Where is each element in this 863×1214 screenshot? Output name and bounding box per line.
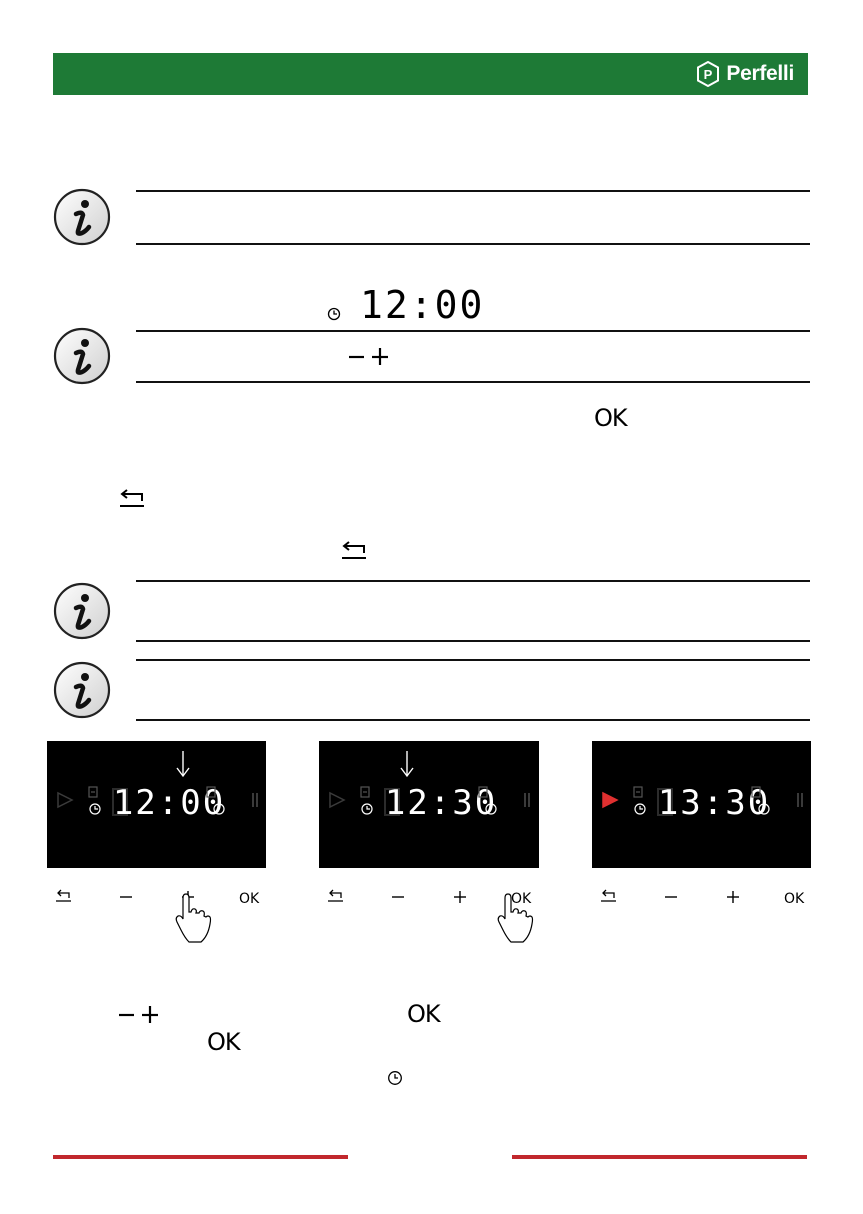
start-time-icon bbox=[361, 787, 369, 797]
play-icon bbox=[330, 793, 344, 807]
pause-icon bbox=[525, 793, 529, 807]
pause-icon bbox=[253, 793, 257, 807]
ok-icon: OK bbox=[407, 1000, 440, 1028]
svg-text:P: P bbox=[704, 67, 713, 82]
plus-button[interactable] bbox=[454, 891, 466, 903]
arrow-down-icon bbox=[177, 751, 189, 776]
play-icon bbox=[58, 793, 72, 807]
ok-button[interactable]: OK bbox=[239, 891, 260, 907]
clock-icon bbox=[327, 307, 341, 321]
display-panel-content bbox=[592, 741, 811, 868]
perfelli-logo-icon bbox=[696, 61, 720, 87]
display-time: 13:30 bbox=[657, 783, 771, 823]
info-rule-top bbox=[136, 330, 810, 332]
clock-example-digits: 12:00 bbox=[360, 283, 485, 327]
timer-icon bbox=[635, 804, 645, 814]
plus-button[interactable] bbox=[727, 891, 739, 903]
header-bar bbox=[53, 53, 808, 95]
timer-icon bbox=[362, 804, 372, 814]
footer-line-right bbox=[512, 1155, 807, 1159]
play-icon bbox=[603, 793, 617, 807]
brand-name: Perfelli bbox=[726, 62, 794, 85]
arrow-down-icon bbox=[401, 751, 413, 776]
info-icon bbox=[52, 187, 112, 247]
display-panel-content bbox=[47, 741, 266, 868]
back-button[interactable] bbox=[328, 890, 343, 901]
panel-button-row bbox=[592, 880, 811, 950]
info-rule-top bbox=[136, 659, 810, 661]
start-time-icon bbox=[634, 787, 642, 797]
info-icon bbox=[52, 660, 112, 720]
ok-button[interactable]: OK bbox=[511, 891, 532, 907]
info-rule-bottom bbox=[136, 719, 810, 721]
info-rule-bottom bbox=[136, 381, 810, 383]
brand-logo bbox=[696, 61, 794, 87]
timer-icon bbox=[90, 804, 100, 814]
minus-plus-icon bbox=[118, 1005, 160, 1025]
back-button[interactable] bbox=[601, 890, 616, 901]
back-button[interactable] bbox=[56, 890, 71, 901]
display-time: 12:00 bbox=[112, 783, 226, 823]
panel-button-row bbox=[319, 880, 538, 950]
info-icon bbox=[52, 581, 112, 641]
ok-button[interactable]: OK bbox=[784, 891, 805, 907]
display-panel-content bbox=[319, 741, 538, 868]
info-rule-bottom bbox=[136, 640, 810, 642]
hand-pointer-icon bbox=[176, 894, 210, 942]
minus-plus-icon bbox=[348, 346, 390, 366]
start-time-icon bbox=[89, 787, 97, 797]
info-rule-bottom bbox=[136, 243, 810, 245]
back-icon bbox=[118, 489, 146, 509]
info-icon bbox=[52, 326, 112, 386]
panel-button-row bbox=[47, 880, 266, 950]
ok-icon: OK bbox=[207, 1028, 240, 1056]
display-time: 12:30 bbox=[384, 783, 498, 823]
footer-line-left bbox=[53, 1155, 348, 1159]
info-rule-top bbox=[136, 190, 810, 192]
info-rule-top bbox=[136, 580, 810, 582]
ok-icon: OK bbox=[594, 404, 627, 432]
back-icon bbox=[340, 541, 368, 561]
pause-icon bbox=[798, 793, 802, 807]
clock-icon bbox=[387, 1070, 403, 1086]
